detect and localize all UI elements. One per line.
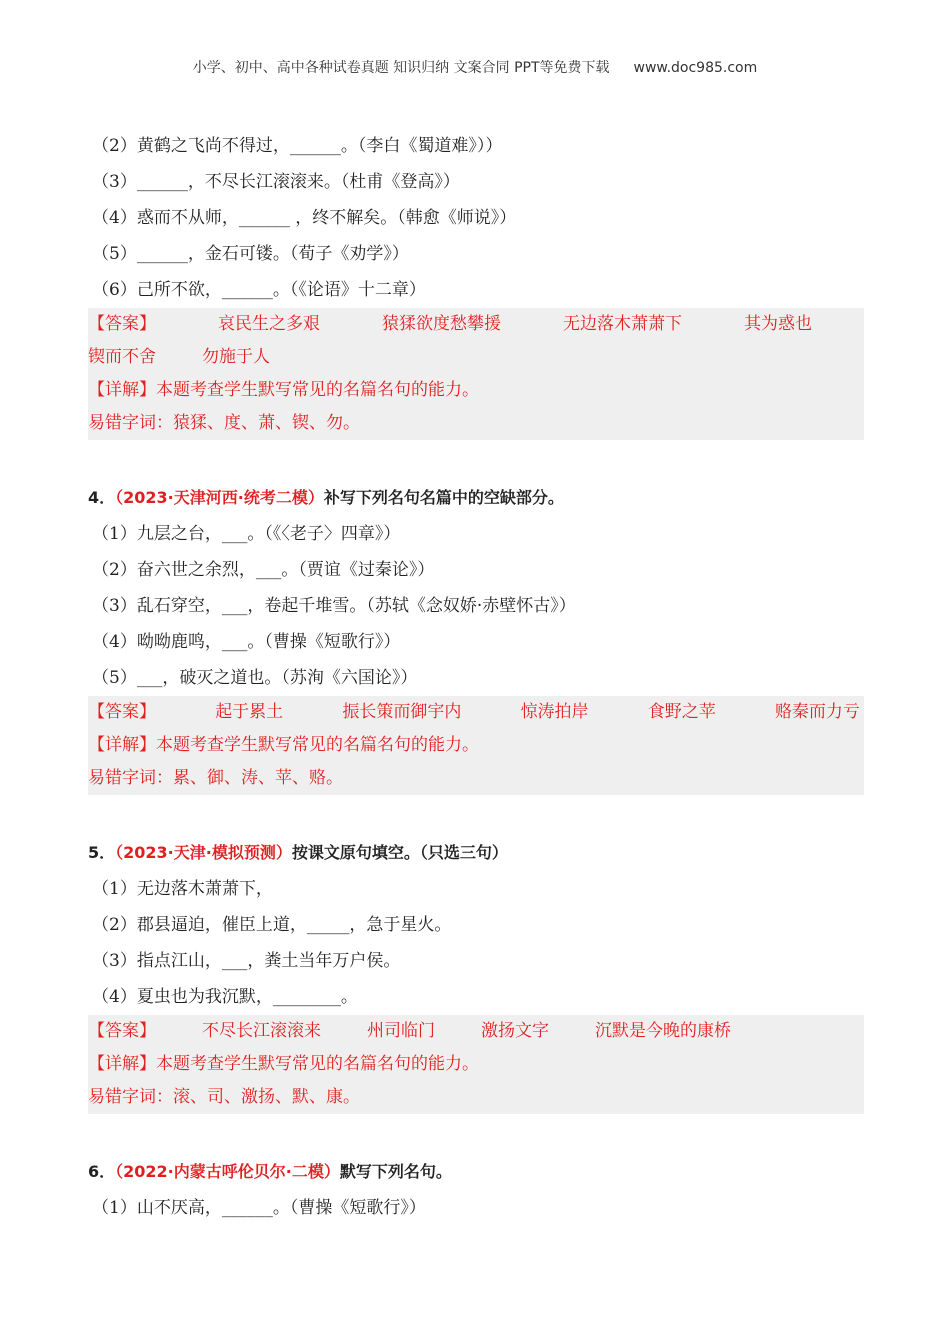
q6-source: （2022·内蒙古呼伦贝尔·二模）	[115, 1162, 340, 1181]
q6-number: 6．	[88, 1162, 116, 1181]
q5-line-2: （2）郡县逼迫，催臣上道，_____，急于星火。	[92, 915, 452, 935]
q4-detail: 【详解】本题考查学生默写常见的名篇名句的能力。	[88, 735, 479, 755]
q5-number: 5．	[88, 843, 116, 862]
q3-line-3: （3）______，不尽长江滚滚来。（杜甫《登高》）	[92, 172, 460, 192]
q3-lines	[88, 128, 864, 308]
q4-prompt: 补写下列名句名篇中的空缺部分。	[323, 488, 564, 507]
q5-typo: 易错字词：滚、司、激扬、默、康。	[88, 1087, 360, 1107]
q3-line-6: （6）己所不欲，______。（《论语》十二章）	[92, 280, 426, 300]
q4-line-1: （1）九层之台，___。（《〈老子〉四章》）	[92, 524, 401, 544]
q5-answer-3: 激扬文字	[481, 1021, 549, 1041]
q4-line-4: （4）呦呦鹿鸣，___。（曹操《短歌行》）	[92, 632, 401, 652]
q3-answer-1: 哀民生之多艰	[218, 314, 320, 334]
q3-line-4: （4）惑而不从师，______ ，终不解矣。（韩愈《师说》）	[92, 208, 517, 228]
q4-line-2: （2）奋六世之余烈，___。（贾谊《过秦论》）	[92, 560, 435, 580]
header-site[interactable]: www.doc985.com	[633, 60, 758, 76]
q5-answer-box	[88, 1015, 864, 1114]
q4-line-3: （3）乱石穿空，___，卷起千堆雪。（苏轼《念奴娇·赤壁怀古》）	[92, 596, 576, 616]
q5-title	[88, 835, 864, 871]
q6-line-1: （1）山不厌高，______。（曹操《短歌行》）	[92, 1198, 426, 1218]
q4-line-5: （5）___，破灭之道也。（苏洵《六国论》）	[92, 668, 418, 688]
q5-answer-2: 州司临门	[367, 1021, 435, 1041]
q5-detail: 【详解】本题考查学生默写常见的名篇名句的能力。	[88, 1054, 479, 1074]
q4-answer-1: 起于累土	[215, 702, 284, 722]
q5-source: （2023·天津·模拟预测）	[115, 843, 292, 862]
q5-line-3: （3）指点江山，___，粪土当年万户侯。	[92, 951, 401, 971]
q3-answer-4: 其为惑也	[744, 314, 812, 334]
q4-answer-2: 振长策而御宇内	[342, 702, 462, 722]
q6-prompt: 默写下列名句。	[339, 1162, 452, 1181]
q6-title	[88, 1154, 864, 1190]
q4-answer-3: 惊涛拍岸	[520, 702, 589, 722]
q3-answer-box	[88, 308, 864, 440]
q3-line-2: （2）黄鹤之飞尚不得过，______。（李白《蜀道难》））	[92, 136, 503, 156]
q5-prompt: 按课文原句填空。（只选三句）	[291, 843, 508, 862]
q5-line-1: （1）无边落木萧萧下，	[92, 879, 273, 899]
q4-title	[88, 480, 864, 516]
q3-answer-label: 【答案】	[88, 314, 156, 334]
q5-answer-1: 不尽长江滚滚来	[202, 1021, 321, 1041]
q3-typo: 易错字词：猿猱、度、萧、锲、勿。	[88, 413, 360, 433]
q4-answer-row	[88, 696, 864, 729]
q4-typo: 易错字词：累、御、涛、苹、赂。	[88, 768, 343, 788]
q3-answer-6: 勿施于人	[202, 347, 270, 367]
q3-answer-3: 无边落木萧萧下	[563, 314, 682, 334]
q3-line-5: （5）______，金石可镂。（荀子《劝学》）	[92, 244, 409, 264]
q4-answer-box	[88, 696, 864, 795]
page-header	[0, 57, 950, 77]
q3-detail: 【详解】本题考查学生默写常见的名篇名句的能力。	[88, 380, 479, 400]
q4-answer-label: 【答案】	[88, 702, 156, 722]
q5-answer-label: 【答案】	[88, 1021, 156, 1041]
q4-source: （2023·天津河西·统考二模）	[115, 488, 324, 507]
document-content	[88, 128, 864, 1226]
q5-answer-4: 沉默是今晚的康桥	[595, 1021, 731, 1041]
q3-answer-5: 锲而不舍	[88, 347, 156, 367]
q4-number: 4．	[88, 488, 116, 507]
q5-answer-row	[88, 1015, 864, 1048]
q4-answer-5: 赂秦而力亏	[774, 702, 860, 722]
q3-answer-row-1	[88, 308, 864, 341]
header-text: 小学、初中、高中各种试卷真题 知识归纳 文案合同 PPT等免费下载	[192, 60, 610, 76]
q5-line-4: （4）夏虫也为我沉默，________。	[92, 987, 358, 1007]
q3-answer-row-2	[88, 341, 864, 374]
q4-answer-4: 食野之苹	[647, 702, 716, 722]
q3-answer-2: 猿猱欲度愁攀援	[382, 314, 501, 334]
